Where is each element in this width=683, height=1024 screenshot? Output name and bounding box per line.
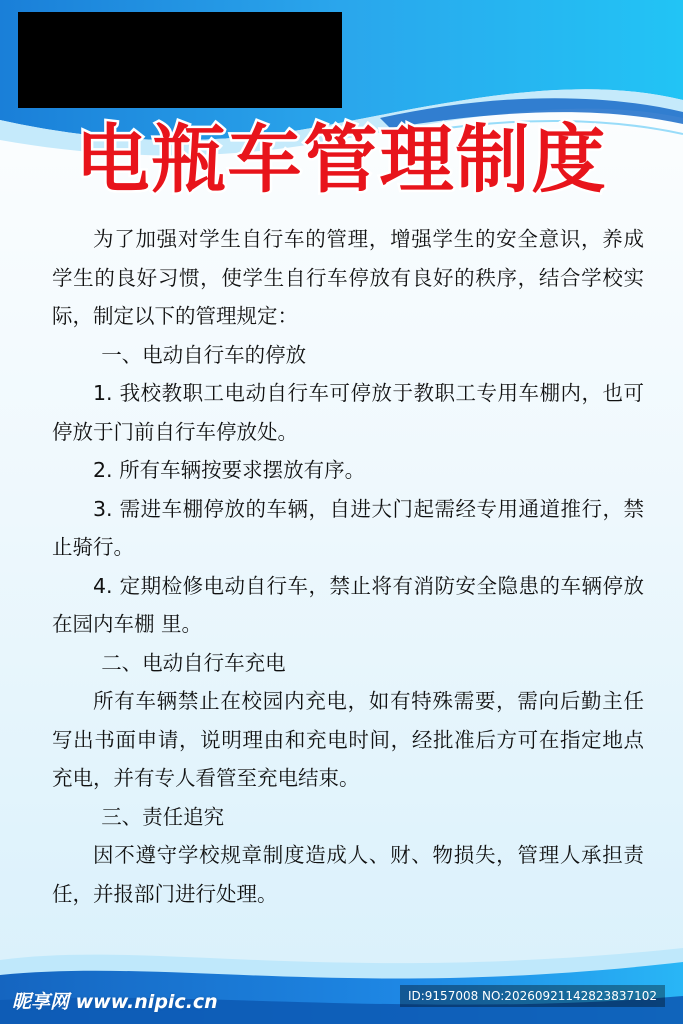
rule-item: 1. 我校教职工电动自行车可停放于教职工专用车棚内，也可停放于门前自行车停放处。 (52, 381, 644, 444)
poster-title: 电瓶车管理制度 (75, 117, 608, 203)
watermark-id: ID:9157008 NO:20260921142823837102 (400, 985, 665, 1007)
intro-paragraph: 为了加强对学生自行车的管理，增强学生的安全意识，养成学生的良好习惯，使学生自行车停放有良好的秩序，结合学校实际，制定以下的管理规定： (52, 227, 644, 328)
charging-paragraph: 所有车辆禁止在校园内充电，如有特殊需要，需向后勤主任写出书面申请，说明理由和充电时间，经批准后方可在指定地点充电，并有专人看管至充电结束。 (52, 689, 644, 790)
section-heading-charging: 二、电动自行车充电 (101, 650, 286, 675)
watermark-logo: 昵享网 www.nipic.cn (12, 991, 218, 1013)
section-heading-parking: 一、电动自行车的停放 (101, 342, 307, 367)
regulation-text (52, 220, 644, 913)
rule-item: 4. 定期检修电动自行车，禁止将有消防安全隐患的车辆停放在园内车棚 里。 (52, 573, 644, 636)
section-heading-liability: 三、责任追究 (101, 804, 225, 829)
rule-item: 3. 需进车棚停放的车辆，自进大门起需经专用通道推行，禁止骑行。 (52, 496, 644, 559)
redacted-box (18, 12, 342, 108)
rule-item: 2. 所有车辆按要求摆放有序。 (93, 458, 366, 482)
liability-paragraph: 因不遵守学校规章制度造成人、财、物损失，管理人承担责任，并报部门进行处理。 (52, 843, 644, 906)
